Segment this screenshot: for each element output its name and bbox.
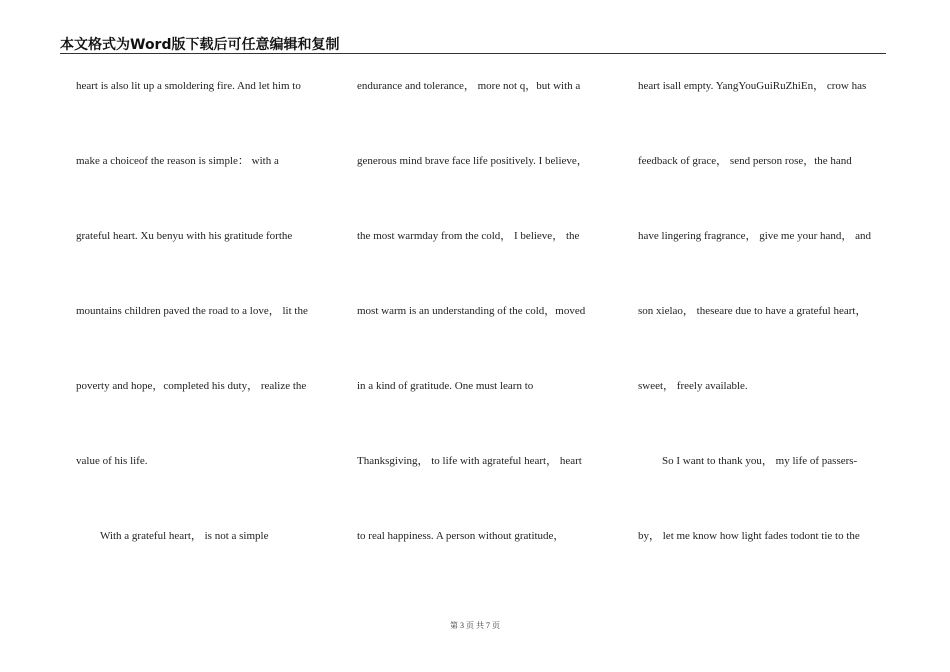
text-line: grateful heart. Xu benyu with his gratitude forthe (76, 230, 293, 242)
text-line: endurance and tolerance， more not q，but with a (357, 80, 581, 92)
text-line: feedback of grace， send person rose，the hand (638, 155, 852, 167)
text-line: son xielao， theseare due to have a grateful heart， (638, 305, 867, 317)
text-line: by， let me know how light fades todont tie to the (638, 530, 860, 542)
text-line: in a kind of gratitude. One must learn to (357, 380, 534, 392)
text-line: have lingering fragrance， give me your hand， and (638, 230, 872, 242)
text-line: poverty and hope，completed his duty， realize the (76, 380, 307, 392)
text-line: With a grateful heart， is not a simple (100, 530, 269, 542)
text-line: So I want to thank you， my life of passers- (662, 455, 858, 467)
text-line: heart is also lit up a smoldering fire. And let him to (76, 80, 301, 92)
page-number: 第 3 页 共 7 页 (450, 621, 500, 630)
text-line: most warm is an understanding of the cold，moved (357, 305, 586, 317)
text-line: heart isall empty. YangYouGuiRuZhiEn， crow has (638, 80, 867, 92)
text-line: make a choiceof the reason is simple： with a (76, 155, 279, 167)
text-line: value of his life. (76, 455, 148, 467)
text-line: Thanksgiving， to life with agrateful heart， heart (357, 455, 582, 467)
text-line: the most warmday from the cold， I believe， the (357, 230, 580, 242)
text-line: to real happiness. A person without gratitude， (357, 530, 565, 542)
text-line: mountains children paved the road to a love， lit the (76, 305, 308, 317)
text-line: generous mind brave face life positively. I believe， (357, 155, 588, 167)
text-line: sweet， freely available. (638, 380, 748, 392)
document-header-title: 本文格式为Word版下载后可任意编辑和复制 (60, 37, 340, 53)
header-divider (60, 53, 886, 54)
